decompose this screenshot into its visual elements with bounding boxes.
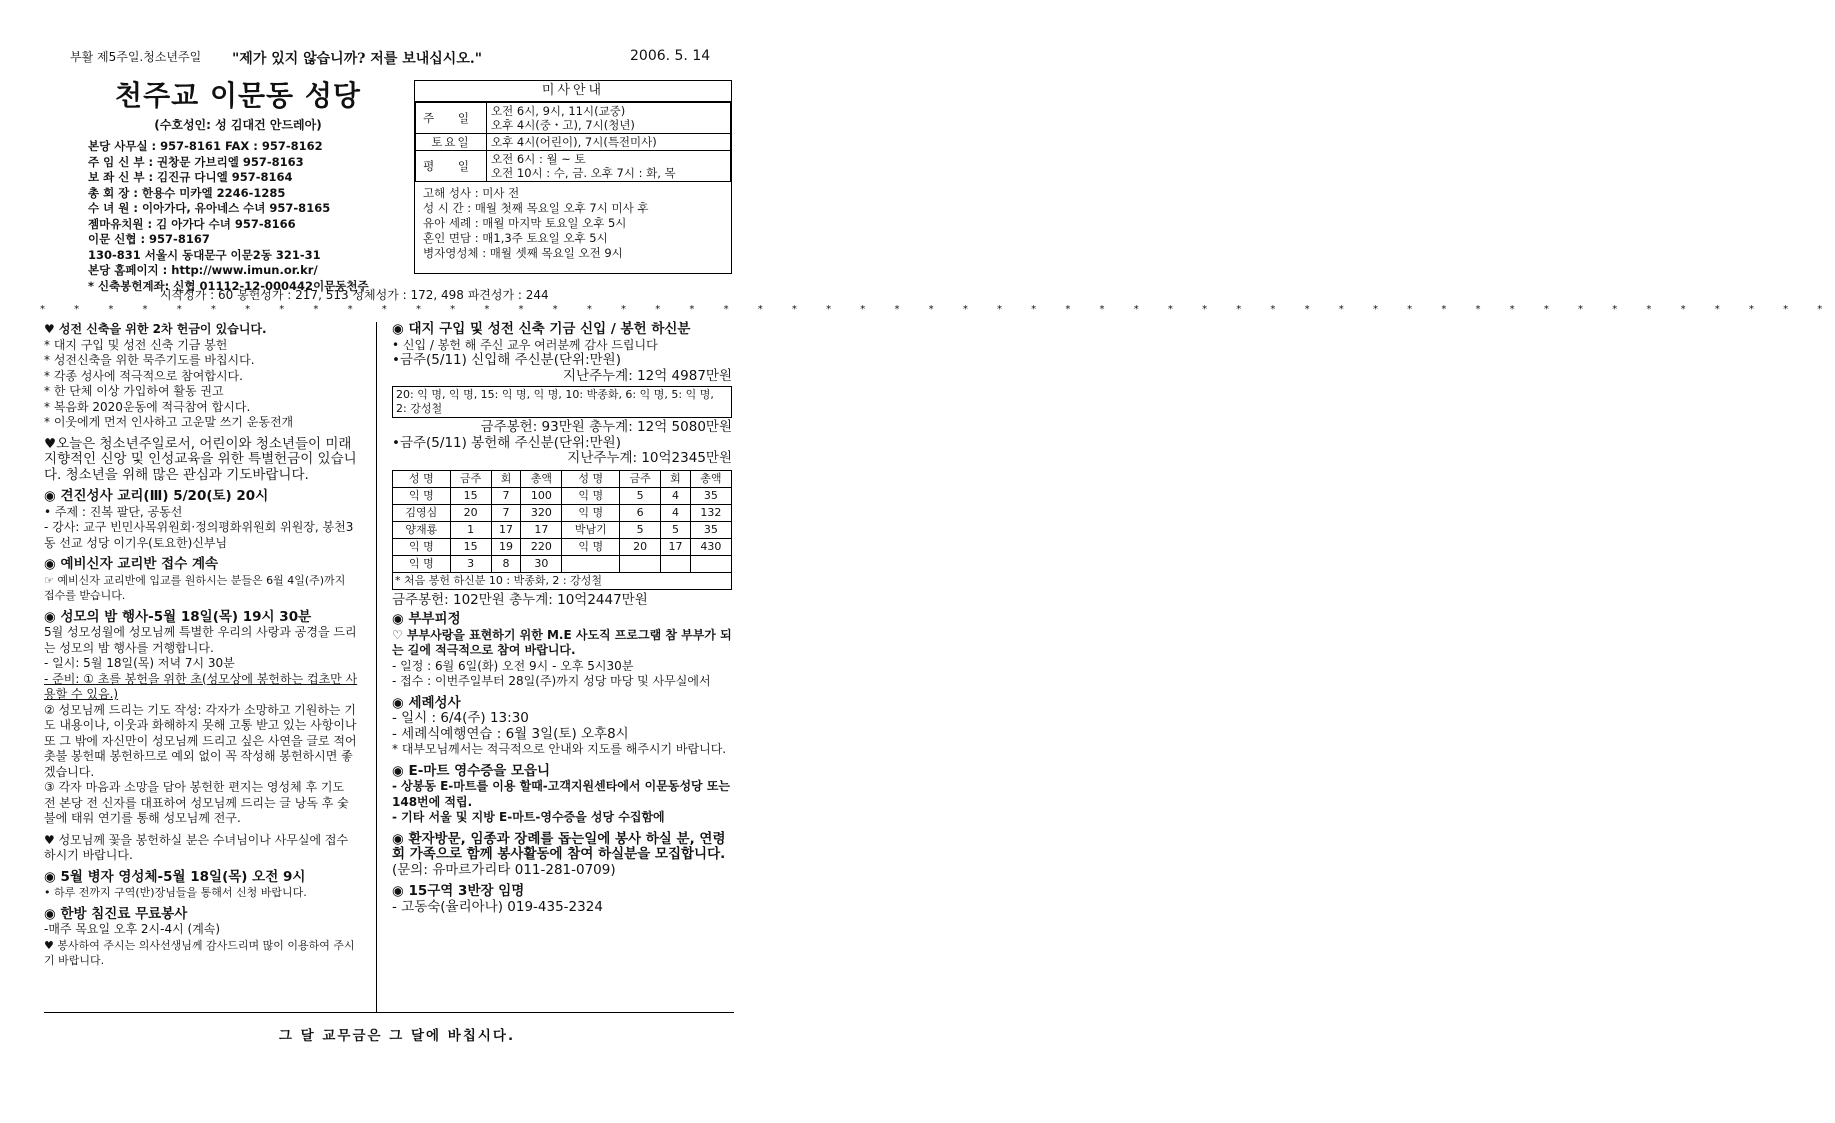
notice-line: 5월 성모성월에 성모님께 특별한 우리의 사랑과 공경을 드리는 성모의 밤 행사를 거행합니다. xyxy=(44,625,357,655)
notice-item: * 한 단체 이상 가입하여 활동 권고 xyxy=(44,384,224,398)
table-cell: 7 xyxy=(491,487,521,504)
table-cell: 20 xyxy=(450,504,491,521)
directory-row: 130-831 서울시 동대문구 이문2동 321-31 xyxy=(88,247,321,262)
directory-row: 총 회 장 : 한용수 미카엘 2246-1285 xyxy=(88,185,286,200)
notice-heading: ◉ 세례성사 xyxy=(392,694,461,711)
first-donor-note: * 처음 봉헌 하신분 10 : 박종화, 2 : 강성철 xyxy=(393,572,732,589)
cumulative-total: 지난주누계: 12억 4987만원 xyxy=(563,367,732,384)
directory-row: * 신축봉헌계좌: 신협 01112-12-000442이문동천주 xyxy=(88,278,369,293)
parish-header xyxy=(88,74,388,294)
mass-schedule-table xyxy=(415,102,731,182)
footer-divider xyxy=(44,1012,734,1013)
notice-line: - 강사: 교구 빈민사목위원회·정의평화위원회 위원장, 봉천3동 선교 성당 이기우(토요한)신부님 xyxy=(44,520,354,550)
notice-funeral-volunteers xyxy=(392,832,732,879)
notice-item: * 대지 구입 및 성전 신축 기금 봉헌 xyxy=(44,337,228,352)
mass-row-weekday xyxy=(416,151,731,182)
notice-line: - 상봉동 E-마트를 이용 할때-고객지원센타에서 이문동성당 또는 148번에 적립. xyxy=(392,779,731,809)
parish-directory xyxy=(88,139,388,294)
notice-line: - 일시: 5월 18일(목) 저녁 7시 30분 xyxy=(44,656,235,670)
table-cell: 익 명 xyxy=(562,487,620,504)
notice-item: * 이웃에게 먼저 인사하고 고운말 쓰기 운동전개 xyxy=(44,415,294,429)
info-line: 성 시 간 : 매월 첫째 목요일 오후 7시 미사 후 xyxy=(423,201,649,215)
directory-row: 수 녀 원 : 이아가다, 유아네스 수녀 957-8165 xyxy=(88,201,331,215)
table-row xyxy=(393,487,732,504)
info-line: 유아 세례 : 매월 마지막 토요일 오후 5시 xyxy=(423,216,627,230)
table-cell: 8 xyxy=(491,555,521,572)
notice-couples-retreat xyxy=(392,612,732,690)
mass-row-sunday xyxy=(416,103,731,134)
notice-line: - 준비: ① 초를 봉헌을 위한 초(성모상에 봉헌하는 컵초만 사용할 수 있음.) xyxy=(44,671,358,701)
table-cell: 6 xyxy=(620,504,661,521)
notice-heading: ◉ 성모의 밤 행사-5월 18일(목) 19시 30분 xyxy=(44,608,312,625)
cumulative-total: 지난주누계: 10억2345만원 xyxy=(567,450,732,466)
weekly-total: 금주봉헌: 93만원 총누계: 12억 5080만원 xyxy=(480,419,732,435)
table-cell xyxy=(562,555,620,572)
mass-schedule-title: 미사안내 xyxy=(415,81,731,102)
notice-confirmation xyxy=(44,489,359,551)
notice-heading: ♥ 성전 신축을 위한 2차 헌금이 있습니다. xyxy=(44,322,267,336)
column-header: 총액 xyxy=(521,470,562,487)
left-column xyxy=(44,322,359,975)
notice-line: • 주제 : 진복 팔단, 공동선 xyxy=(44,504,183,519)
notice-catechumen xyxy=(44,557,359,604)
notice-item: * 성전신축을 위한 묵주기도를 바칩시다. xyxy=(44,353,255,367)
mass-times xyxy=(487,151,731,182)
table-cell: 220 xyxy=(521,538,562,555)
table-cell: 35 xyxy=(690,521,731,538)
directory-row: 본당 홈페이지 : http://www.imun.or.kr/ xyxy=(88,263,318,277)
notice-line: - 고동숙(율리아나) 019-435-2324 xyxy=(392,898,603,915)
table-cell: 5 xyxy=(661,521,691,538)
notice-line: - 일정 : 6월 6일(화) 오전 9시 - 오후 5시30분 xyxy=(392,658,634,673)
mass-time-line: 오전 6시, 9시, 11시(교중) xyxy=(491,104,626,118)
hymn-numbers: 시작성가 : 60 봉헌성가 : 217, 513 성체성가 : 172, 498 파견성가 : 244 xyxy=(160,288,549,302)
notice-line: • 신입 / 봉헌 해 주신 교우 여러분께 감사 드립니다 xyxy=(392,337,658,352)
notice-second-collection xyxy=(44,322,359,431)
table-cell: 17 xyxy=(521,521,562,538)
table-cell: 익 명 xyxy=(562,504,620,521)
mass-schedule-box xyxy=(414,80,732,274)
notice-heading: ◉ 견진성사 교리(Ⅲ) 5/20(토) 20시 xyxy=(44,488,269,504)
table-cell: 19 xyxy=(491,538,521,555)
mass-day-label: 주 일 xyxy=(416,103,487,134)
patron-saint: (수호성인: 성 김대건 안드레아) xyxy=(154,118,322,132)
notice-line: - 일시 : 6/4(주) 13:30 xyxy=(392,710,529,726)
right-column xyxy=(392,322,732,921)
table-cell: 15 xyxy=(450,538,491,555)
star-divider: * * * * * * * * * * * * * * * * * * * * * * * * * * * * * * * * * * * * * * * * * * * * * * * * * * * * * xyxy=(40,304,1835,315)
donation-table xyxy=(392,470,732,590)
table-cell: 30 xyxy=(521,555,562,572)
table-cell: 15 xyxy=(450,487,491,504)
notice-acupuncture xyxy=(44,907,359,969)
notice-line: ② 성모님께 드리는 기도 작성: 각자가 소망하고 기원하는 기도 내용이나, 이웃과 화해하지 못해 고통 받고 있는 사항이나 또 그 밖에 자신만이 성모님께 드리고 싶은 사연을 글로 적어 촛불 봉헌때 봉헌하므로 예외 없이 꼭 작성해 봉헌하시면 좋겠습니다. xyxy=(44,702,357,779)
notice-item: * 복음화 2020운동에 적극참여 합시다. xyxy=(44,399,251,414)
notice-youth-sunday: ♥오늘은 청소년주일로서, 어린이와 청소년들이 미래지향적인 신앙 및 인성교육을 위한 특별헌금이 있습니다. 청소년을 위해 많은 관심과 기도바랍니다. xyxy=(44,435,357,483)
motto: "제가 있지 않습니까? 저를 보내십시오." xyxy=(232,51,483,67)
table-row xyxy=(393,555,732,572)
liturgical-day: 부활 제5주일.청소년주일 xyxy=(70,50,202,64)
column-header: 회 xyxy=(661,470,691,487)
notice-heading: ◉ 예비신자 교리반 접수 계속 xyxy=(44,556,219,572)
mass-times: 오후 4시(어린이), 7시(특전미사) xyxy=(487,134,731,151)
notice-flowers: ♥ 성모님께 꽃을 봉헌하실 분은 수녀님이나 사무실에 접수하시기 바랍니다. xyxy=(44,832,349,862)
table-cell: 17 xyxy=(491,521,521,538)
mass-times xyxy=(487,103,731,134)
directory-row: 본당 사무실 : 957-8161 FAX : 957-8162 xyxy=(88,139,323,153)
directory-row: 주 임 신 부 : 권창문 가브리엘 957-8163 xyxy=(88,154,304,169)
table-cell: 김영심 xyxy=(393,504,451,521)
notice-emart-receipts xyxy=(392,764,732,826)
mass-time-line: 오전 6시 : 월 ~ 토 xyxy=(491,152,586,166)
notice-heading: ◉ 한방 침진료 무료봉사 xyxy=(44,905,188,922)
notice-line: ☞ 예비신자 교리반에 입교를 원하시는 분들은 6월 4일(주)까지 접수를 받습니다. xyxy=(44,573,346,602)
table-cell xyxy=(620,555,661,572)
notice-appointment xyxy=(392,884,732,915)
table-cell: 4 xyxy=(661,487,691,504)
table-cell: 20 xyxy=(620,538,661,555)
directory-row: 보 좌 신 부 : 김진규 다니엘 957-8164 xyxy=(88,170,293,184)
table-row xyxy=(393,504,732,521)
table-row xyxy=(393,538,732,555)
table-row xyxy=(393,521,732,538)
table-cell: 익 명 xyxy=(393,538,451,555)
table-cell: 4 xyxy=(661,504,691,521)
notice-line: • 하루 전까지 구역(반)장님들을 통해서 신청 바랍니다. xyxy=(44,886,307,899)
table-cell: 430 xyxy=(690,538,731,555)
notice-heading: ◉ 15구역 3반장 임명 xyxy=(392,883,525,899)
page-title: 천주교 이문동 성당 xyxy=(115,79,361,112)
table-cell: 5 xyxy=(620,487,661,504)
info-line: 혼인 면담 : 매1,3주 토요일 오후 5시 xyxy=(423,231,608,245)
notice-line: - 접수 : 이번주일부터 28일(주)까지 성당 마당 및 사무실에서 xyxy=(392,674,711,688)
notice-baptism xyxy=(392,696,732,758)
table-cell: 익 명 xyxy=(393,555,451,572)
notice-heading: ◉ 부부피정 xyxy=(392,611,461,627)
table-cell: 17 xyxy=(661,538,691,555)
table-cell: 100 xyxy=(521,487,562,504)
table-cell: 익 명 xyxy=(393,487,451,504)
table-cell: 5 xyxy=(620,521,661,538)
table-cell xyxy=(661,555,691,572)
table-cell: 박남기 xyxy=(562,521,620,538)
notice-line: - 기타 서울 및 지방 E-마트-영수증을 성당 수집함에 xyxy=(392,810,665,824)
table-header-row xyxy=(393,470,732,487)
mass-day-label: 토요일 xyxy=(416,134,487,151)
notice-marian-night xyxy=(44,610,359,827)
notice-heading: ◉ 5월 병자 영성체-5월 18일(목) 오전 9시 xyxy=(44,868,306,885)
table-cell: 양재룡 xyxy=(393,521,451,538)
mass-time-line: 오후 4시(중・고), 7시(청년) xyxy=(491,118,635,132)
column-header: 금주 xyxy=(620,470,661,487)
info-line: 고해 성사 : 미사 전 xyxy=(423,186,520,200)
notice-item: * 각종 성사에 적극적으로 참여합시다. xyxy=(44,368,243,383)
contact-line: (문의: 유마르가리타 011-281-0709) xyxy=(392,861,616,878)
column-header: 회 xyxy=(491,470,521,487)
table-cell: 익 명 xyxy=(562,538,620,555)
notice-sick-communion xyxy=(44,870,359,901)
notice-line: •금주(5/11) 신입해 주신분(단위:만원) xyxy=(392,352,621,368)
column-divider xyxy=(376,322,377,1012)
table-cell: 7 xyxy=(491,504,521,521)
sacrament-info xyxy=(415,182,731,265)
donor-list-box: 20: 익 명, 익 명, 15: 익 명, 익 명, 10: 박종화, 6: 익 명, 5: 익 명, 2: 강성철 xyxy=(392,386,732,418)
mass-time-line: 오전 10시 : 수, 금. 오후 7시 : 화, 목 xyxy=(491,166,676,180)
directory-row: 젬마유치원 : 김 아가다 수녀 957-8166 xyxy=(88,216,296,231)
column-header: 총액 xyxy=(690,470,731,487)
notice-line: ◉ 환자방문, 임종과 장례를 돕는일에 봉사 하실 분, 연령회 가족으로 함께 봉사활동에 참여 하실분을 모집합니다. xyxy=(392,830,726,862)
notice-line: ♥ 봉사하여 주시는 의사선생님께 감사드리며 많이 이용하여 주시기 바랍니다. xyxy=(44,938,355,967)
directory-row: 이문 신협 : 957-8167 xyxy=(88,232,210,246)
notice-line: - 세례식예행연습 : 6월 3일(토) 오후8시 xyxy=(392,725,629,742)
weekly-total: 금주봉헌: 102만원 총누계: 10억2447만원 xyxy=(392,591,648,608)
info-line: 병자영성체 : 매월 셋째 목요일 오전 9시 xyxy=(423,246,623,260)
notice-line: ③ 각자 마음과 소망을 담아 봉헌한 편지는 영성체 후 기도 전 본당 전 신자를 대표하여 성모님께 드리는 글 낭독 후 숯불에 태워 연기를 통해 성모님께 전구. xyxy=(44,780,349,825)
table-cell xyxy=(690,555,731,572)
notice-heading: ◉ 대지 구입 및 성전 신축 기금 신입 / 봉헌 하신분 xyxy=(392,321,691,337)
table-cell: 3 xyxy=(450,555,491,572)
mass-row-saturday xyxy=(416,134,731,151)
bulletin-date: 2006. 5. 14 xyxy=(630,48,711,64)
footer-message: 그 달 교무금은 그 달에 바칩시다. xyxy=(278,1028,516,1044)
notice-heading: ◉ E-마트 영수증을 모읍니 xyxy=(392,762,551,779)
column-header: 성 명 xyxy=(562,470,620,487)
table-note-row xyxy=(393,572,732,589)
table-cell: 132 xyxy=(690,504,731,521)
notice-line: •금주(5/11) 봉헌해 주신분(단위:만원) xyxy=(392,434,621,451)
notice-line: -매주 목요일 오후 2시-4시 (계속) xyxy=(44,922,221,936)
notice-line: * 대부모님께서는 적극적으로 안내와 지도를 해주시기 바랍니다. xyxy=(392,742,727,756)
mass-day-label: 평 일 xyxy=(416,151,487,182)
table-cell: 1 xyxy=(450,521,491,538)
table-cell: 35 xyxy=(690,487,731,504)
table-cell: 320 xyxy=(521,504,562,521)
column-header: 성 명 xyxy=(393,470,451,487)
notice-line: ♡ 부부사랑을 표현하기 위한 M.E 사도직 프로그램 참 부부가 되는 길에 적극적으로 참여 바랍니다. xyxy=(392,627,732,657)
column-header: 금주 xyxy=(450,470,491,487)
